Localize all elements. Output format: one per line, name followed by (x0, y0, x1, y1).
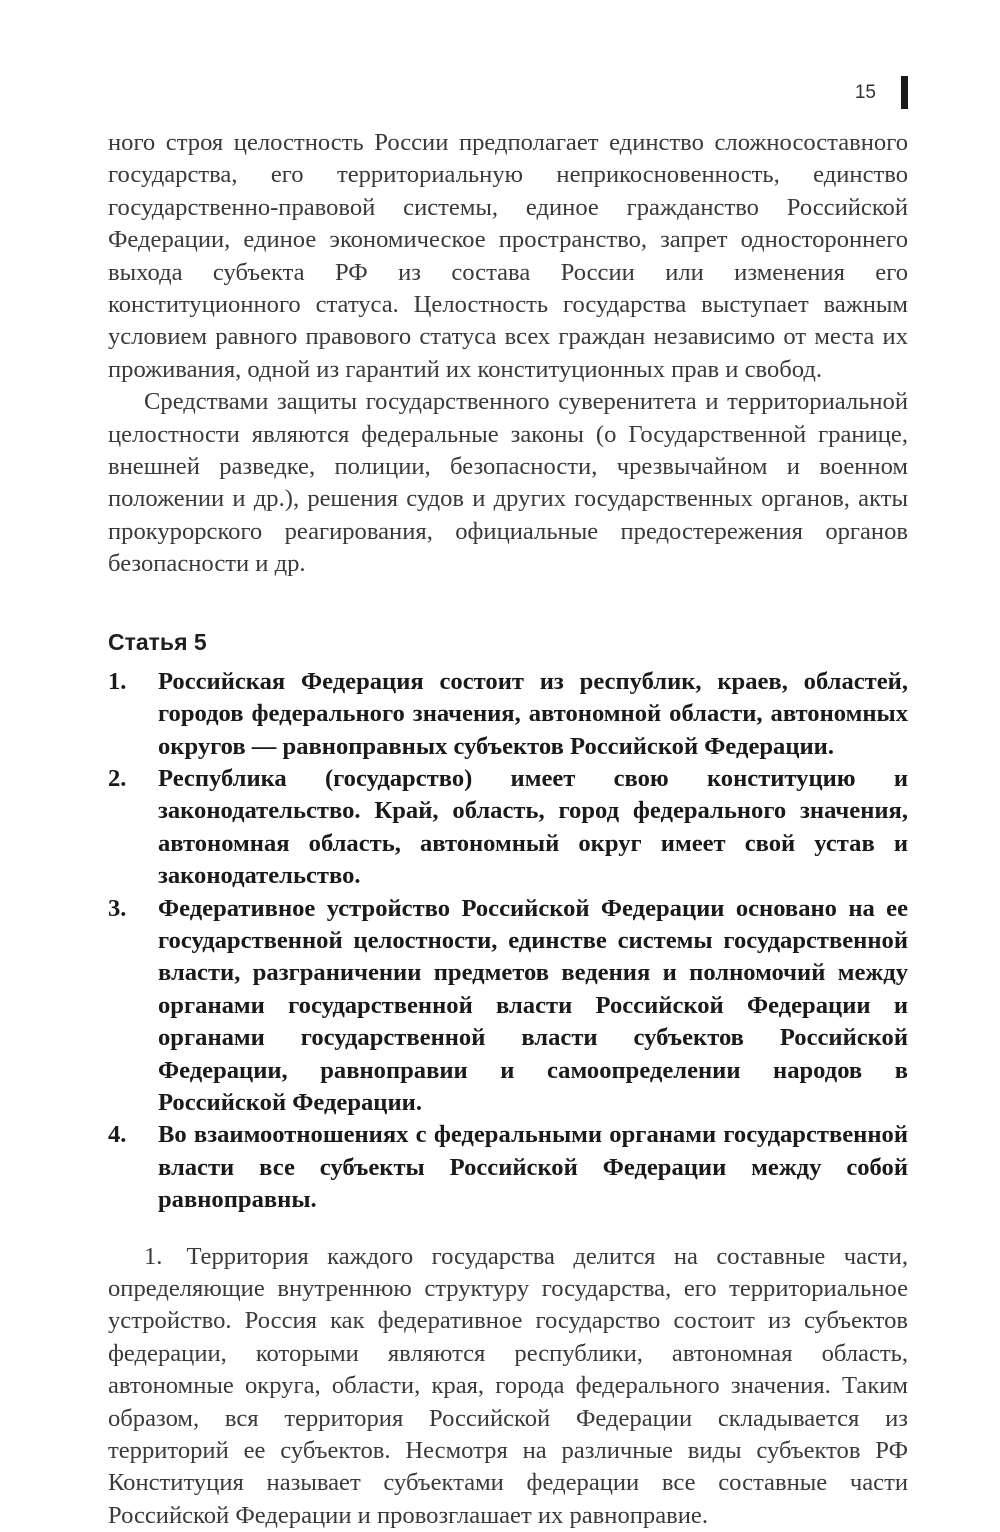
clause-number: 3. (108, 894, 127, 922)
article-clause-1 (108, 666, 908, 763)
commentary-text: Территория каждого государства делится на составные части, определяющие внутреннюю структуру государства, его территориальное устройство. Россия как федеративное государство состоит из субъектов федерации, которыми являются республики, автономная область, автономные округа, области, края, города федерального значения. Таким образом, вся территория Российской Федерации складывается из территорий ее субъектов. Несмотря на различные виды субъектов РФ Конституция называет субъектами федерации все составные части Российской Федерации и провозглашает их равноправие. (108, 1242, 908, 1529)
page-number-marker (901, 76, 908, 109)
page-content (108, 127, 908, 1532)
clause-number: 1. (108, 667, 127, 695)
page-number: 15 (854, 82, 876, 103)
clause-number: 4. (108, 1121, 127, 1149)
paragraph-protection-means: Средствами защиты государственного суверенитета и территориальной целостности являются федеральные законы (о Государственной границе, внешней разведке, полиции, безопасности, чрезвычайном и военном положении и др.), решения судов и других государственных органов, акты прокурорского реагирования, официальные предостережения органов безопасности и др. (108, 388, 908, 578)
clause-number: 2. (108, 764, 127, 792)
article-clause-3 (108, 893, 908, 1120)
paragraph-continuation: ного строя целостность России предполагает единство сложносоставного государства, его территориальную неприкосновенность, единство государственно-правовой системы, единое гражданство Российской Федерации, единое экономическое пространство, запрет одностороннего выхода субъекта РФ из состава России или изменения его конституционного статуса. Целостность государства выступает важным условием равного правового статуса всех граждан независимо от места их проживания, одной из гарантий их конституционных прав и свобод. (108, 129, 908, 383)
commentary-number: 1. (144, 1242, 163, 1270)
clause-text: Федеративное устройство Российской Федерации основано на ее государственной целостности, единстве системы государственной власти, разграничении предметов ведения и полномочий между органами государственной власти Российской Федерации и органами государственной власти субъектов Российской Федерации, равноправии и самоопределении народов в Российской Федерации. (158, 894, 908, 1116)
clause-text: Во взаимоотношениях с федеральными органами государственной власти все субъекты Российской Федерации между собой равноправны. (158, 1121, 908, 1214)
clause-text: Российская Федерация состоит из республик, краев, областей, городов федерального значения, автономной области, автономных округов — равноправных субъектов Российской Федерации. (158, 667, 908, 760)
article-clauses (108, 666, 908, 1217)
article-heading: Статья 5 (108, 628, 207, 655)
clause-text: Республика (государство) имеет свою конституцию и законодательство. Край, область, город федерального значения, автономная область, автономный округ имеет свой устав и законодательство. (158, 764, 908, 890)
article-clause-4 (108, 1119, 908, 1216)
article-clause-2 (108, 763, 908, 893)
commentary-paragraph (108, 1241, 908, 1532)
